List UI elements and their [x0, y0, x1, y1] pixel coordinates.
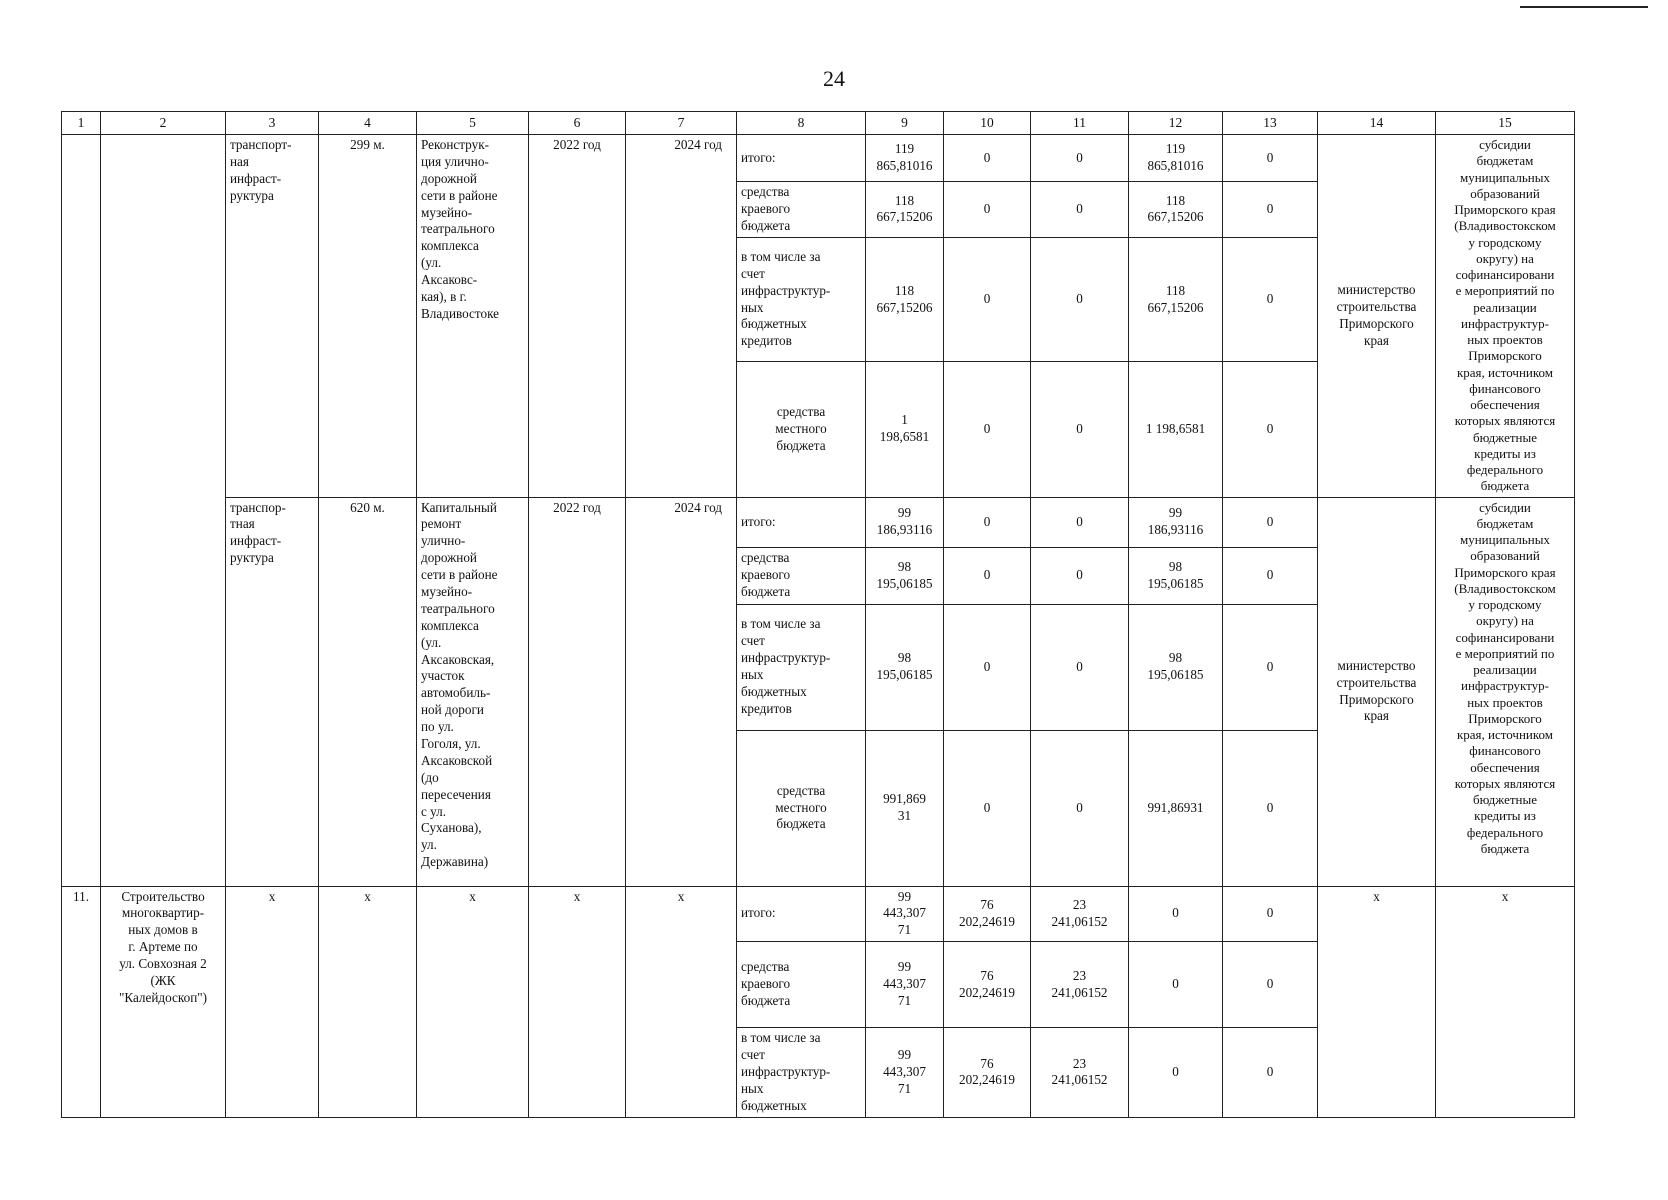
col-number: 5 — [417, 112, 529, 135]
value-col13: 0 — [1223, 730, 1318, 886]
responsible-ministry: x — [1318, 886, 1436, 1117]
col-number: 11 — [1031, 112, 1129, 135]
value-col13: 0 — [1223, 886, 1318, 942]
value-col11: 0 — [1031, 497, 1129, 547]
end-year: x — [626, 886, 737, 1117]
col-number: 15 — [1436, 112, 1575, 135]
value-col12: 118 667,15206 — [1129, 237, 1223, 361]
value-col10: 0 — [944, 362, 1031, 497]
value-col10: 0 — [944, 730, 1031, 886]
value-col13: 0 — [1223, 1028, 1318, 1117]
empty-cell — [101, 135, 226, 887]
column-number-row — [62, 112, 1575, 135]
capacity: x — [319, 886, 417, 1117]
value-col9: 99 443,307 71 — [866, 886, 944, 942]
value-col11: 0 — [1031, 135, 1129, 182]
value-col11: 0 — [1031, 547, 1129, 604]
work-description: Капитальный ремонт улично- дорожной сети в районе музейно- театрального комплекса (ул. Аксаковская, участок автомобиль- ной дороги по ул. Гоголя, ул. Аксаковской (до пересечения с ул. Суханова), ул. Державина) — [417, 497, 529, 886]
funding-source: средства краевого бюджета — [737, 547, 866, 604]
object-type: транспорт- ная инфраст- руктура — [226, 135, 319, 498]
value-col10: 76 202,24619 — [944, 942, 1031, 1028]
value-col12: 99 186,93116 — [1129, 497, 1223, 547]
end-year: 2024 год — [626, 497, 737, 886]
value-col13: 0 — [1223, 547, 1318, 604]
start-year: 2022 год — [529, 135, 626, 498]
empty-cell — [62, 135, 101, 887]
value-col11: 23 241,06152 — [1031, 942, 1129, 1028]
capacity: 620 м. — [319, 497, 417, 886]
value-col11: 0 — [1031, 362, 1129, 497]
value-col13: 0 — [1223, 135, 1318, 182]
value-col11: 0 — [1031, 182, 1129, 238]
page-number: 24 — [823, 66, 845, 91]
col-number: 4 — [319, 112, 417, 135]
value-col13: 0 — [1223, 182, 1318, 238]
value-col10: 0 — [944, 497, 1031, 547]
value-col9: 118 667,15206 — [866, 237, 944, 361]
start-year: 2022 год — [529, 497, 626, 886]
col-number: 13 — [1223, 112, 1318, 135]
responsible-ministry: министерство строительства Приморского края — [1318, 135, 1436, 498]
funding-note: субсидии бюджетам муниципальных образований Приморского края (Владивостокском у городскому округу) на софинансировани е мероприятий по реализации инфраструктур- ных проектов Приморского края, источником финансового обеспечения которых являются бюджетные кредиты из федерального бюджета — [1436, 497, 1575, 886]
value-col13: 0 — [1223, 362, 1318, 497]
responsible-ministry: министерство строительства Приморского края — [1318, 497, 1436, 886]
value-col9: 99 443,307 71 — [866, 1028, 944, 1117]
col-number: 6 — [529, 112, 626, 135]
value-col9: 118 667,15206 — [866, 182, 944, 238]
item-number: 11. — [62, 886, 101, 1117]
funding-source: средства краевого бюджета — [737, 942, 866, 1028]
value-col9: 1 198,6581 — [866, 362, 944, 497]
value-col10: 0 — [944, 547, 1031, 604]
funding-source: итого: — [737, 886, 866, 942]
funding-note: x — [1436, 886, 1575, 1117]
funding-source: итого: — [737, 497, 866, 547]
value-col10: 76 202,24619 — [944, 886, 1031, 942]
table-row — [62, 135, 1575, 182]
col-number: 3 — [226, 112, 319, 135]
funding-source: средства краевого бюджета — [737, 182, 866, 238]
col-number: 12 — [1129, 112, 1223, 135]
funding-source: в том числе за счет инфраструктур- ных бюджетных кредитов — [737, 237, 866, 361]
funding-note: субсидии бюджетам муниципальных образований Приморского края (Владивостокском у городскому округу) на софинансировани е мероприятий по реализации инфраструктур- ных проектов Приморского края, источником финансового обеспечения которых являются бюджетные кредиты из федерального бюджета — [1436, 135, 1575, 498]
value-col13: 0 — [1223, 497, 1318, 547]
table-row — [62, 886, 1575, 942]
value-col10: 0 — [944, 604, 1031, 730]
value-col12: 0 — [1129, 942, 1223, 1028]
col-number: 2 — [101, 112, 226, 135]
value-col9: 991,869 31 — [866, 730, 944, 886]
work-description: x — [417, 886, 529, 1117]
work-description: Реконструк- ция улично- дорожной сети в районе музейно- театрального комплекса (ул. Аксаковс- кая), в г. Владивостоке — [417, 135, 529, 498]
value-col10: 0 — [944, 182, 1031, 238]
table-row — [62, 497, 1575, 547]
funding-source: в том числе за счет инфраструктур- ных бюджетных кредитов — [737, 604, 866, 730]
col-number: 9 — [866, 112, 944, 135]
col-number: 7 — [626, 112, 737, 135]
funding-source: итого: — [737, 135, 866, 182]
value-col12: 118 667,15206 — [1129, 182, 1223, 238]
top-edge-rule — [1520, 6, 1648, 8]
budget-table — [61, 111, 1575, 1118]
value-col9: 99 443,307 71 — [866, 942, 944, 1028]
col-number: 1 — [62, 112, 101, 135]
value-col12: 0 — [1129, 1028, 1223, 1117]
value-col10: 76 202,24619 — [944, 1028, 1031, 1117]
value-col11: 0 — [1031, 237, 1129, 361]
col-number: 14 — [1318, 112, 1436, 135]
start-year: x — [529, 886, 626, 1117]
end-year: 2024 год — [626, 135, 737, 498]
value-col11: 0 — [1031, 730, 1129, 886]
value-col12: 98 195,06185 — [1129, 604, 1223, 730]
funding-source: средства местного бюджета — [737, 362, 866, 497]
value-col13: 0 — [1223, 942, 1318, 1028]
value-col10: 0 — [944, 237, 1031, 361]
value-col12: 1 198,6581 — [1129, 362, 1223, 497]
value-col12: 98 195,06185 — [1129, 547, 1223, 604]
value-col9: 98 195,06185 — [866, 604, 944, 730]
object-type: транспор- тная инфраст- руктура — [226, 497, 319, 886]
value-col9: 99 186,93116 — [866, 497, 944, 547]
value-col12: 119 865,81016 — [1129, 135, 1223, 182]
item-title: Строительство многоквартир- ных домов в г. Артеме по ул. Совхозная 2 (ЖК "Калейдоскоп") — [101, 886, 226, 1117]
col-number: 10 — [944, 112, 1031, 135]
value-col12: 0 — [1129, 886, 1223, 942]
funding-source: средства местного бюджета — [737, 730, 866, 886]
col-number: 8 — [737, 112, 866, 135]
value-col11: 23 241,06152 — [1031, 886, 1129, 942]
value-col13: 0 — [1223, 604, 1318, 730]
value-col11: 0 — [1031, 604, 1129, 730]
funding-source: в том числе за счет инфраструктур- ных бюджетных — [737, 1028, 866, 1117]
value-col11: 23 241,06152 — [1031, 1028, 1129, 1117]
value-col10: 0 — [944, 135, 1031, 182]
value-col12: 991,86931 — [1129, 730, 1223, 886]
object-type: x — [226, 886, 319, 1117]
value-col9: 119 865,81016 — [866, 135, 944, 182]
value-col13: 0 — [1223, 237, 1318, 361]
value-col9: 98 195,06185 — [866, 547, 944, 604]
capacity: 299 м. — [319, 135, 417, 498]
